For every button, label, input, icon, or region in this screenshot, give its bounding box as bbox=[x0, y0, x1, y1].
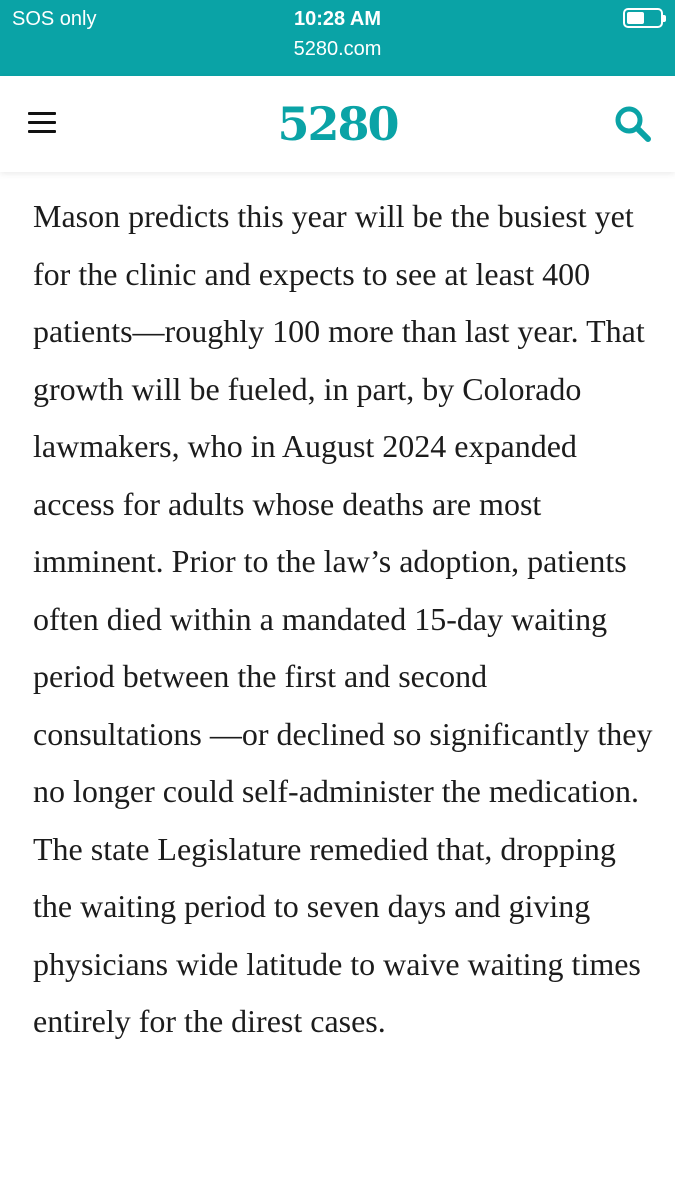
battery-icon bbox=[623, 8, 663, 28]
address-url[interactable]: 5280.com bbox=[293, 38, 382, 60]
battery-level bbox=[627, 12, 644, 24]
clock: 10:28 AM bbox=[293, 8, 382, 30]
article-body bbox=[33, 188, 653, 1051]
carrier-label: SOS only bbox=[12, 8, 97, 30]
status-bar bbox=[0, 0, 675, 76]
article-paragraph: Mason predicts this year will be the busiest yet for the clinic and expects to see at least 400 patients—roughly 100 more than last year. That growth will be fueled, in part, by Colorado lawmakers, who in August 2024 expanded access for adults whose deaths are most imminent. Prior to the law’s adoption, patients often died within a mandated 15-day waiting period between the first and second consultations —or declined so significantly they no longer could self-administer the medication. The state Legislature remedied that, dropping the waiting period to seven days and giving physicians wide latitude to waive waiting times entirely for the direst cases. bbox=[33, 198, 653, 1039]
site-header bbox=[0, 76, 675, 172]
search-icon[interactable] bbox=[613, 104, 653, 144]
site-logo[interactable]: 5280 bbox=[277, 97, 398, 151]
